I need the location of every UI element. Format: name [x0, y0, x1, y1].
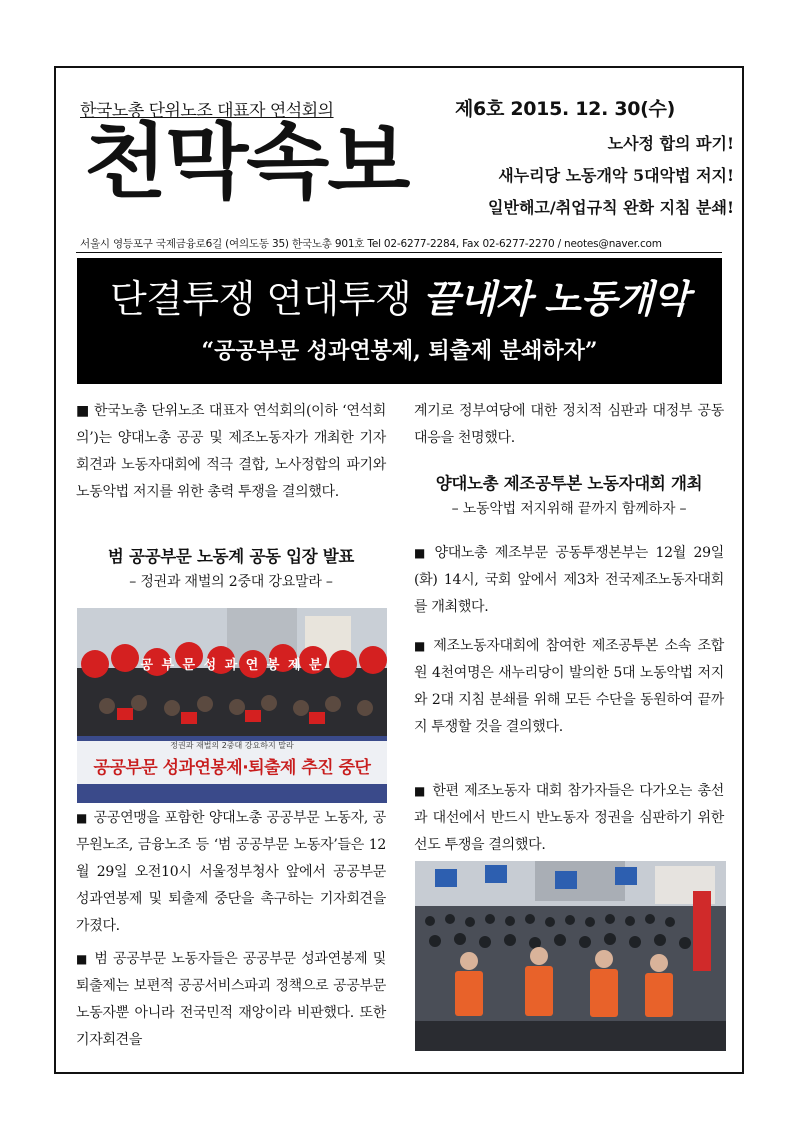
paragraph: ■ 제조노동자대회에 참여한 제조공투본 소속 조합원 4천여명은 새누리당이 발의한 5대 노동악법 저지와 2대 지침 분쇄를 위해 모든 수단을 동원하여 끝까지 투쟁할 것을 결의했다.	[414, 638, 724, 735]
banner-headline	[77, 268, 722, 323]
photo-banner-text: 공공부문 성과연봉제·퇴출제 추진 중단	[93, 758, 371, 778]
paragraph: ■ 한편 제조노동자 대회 참가자들은 다가오는 총선과 대선에서 반드시 반노동자 정권을 심판하기 위한 선도 투쟁을 결의했다.	[414, 783, 724, 853]
banner-subheadline: “공공부문 성과연봉제, 퇴출제 분쇄하자”	[201, 338, 598, 364]
section-subtitle: – 정권과 재벌의 2중대 강요말라 –	[129, 574, 333, 590]
section-subtitle: – 노동악법 저지위해 끝까지 함께하자 –	[451, 501, 687, 517]
slogan: 일반해고/취업규칙 완화 지침 분쇄!	[488, 198, 734, 217]
slogan: 노사정 합의 파기!	[607, 134, 734, 153]
photo-banner-caption: 정권과 재벌의 2중대 강요하지 말라	[170, 741, 294, 750]
workers-rally-photo	[415, 861, 726, 1051]
slogan: 새누리당 노동개악 5대악법 저지!	[498, 166, 734, 185]
org-name: 한국노총 단위노조 대표자 연석회의	[80, 101, 334, 121]
intro-paragraph: ■ 한국노총 단위노조 대표자 연석회의(이하 ‘연석회의’)는 양대노총 공공 및 제조노동자가 개최한 기자회견과 노동자대회에 적극 결합, 노사정합의 파기와 노동악법 저지를 위한 총력 투쟁을 결의했다.	[76, 403, 386, 500]
paragraph: ■ 공공연맹을 포함한 양대노총 공공부문 노동자, 공무원노조, 금융노조 등 ‘범 공공부문 노동자’들은 12월 29일 오전10시 서울정부청사 앞에서 공공부문 성과연봉제 및 퇴출제 중단을 촉구하는 기자회견을 가졌다.	[76, 810, 386, 934]
bullet-icon: ■	[76, 811, 88, 825]
section-title: 양대노총 제조공투본 노동자대회 개최	[435, 474, 703, 493]
divider	[76, 252, 722, 253]
paragraph: ■ 범 공공부문 노동자들은 공공부문 성과연봉제 및 퇴출제는 보편적 공공서비스파괴 정책으로 공공부문 노동자뿐 아니라 전국민적 재앙이라 비판했다. 또한 기자회견을	[76, 951, 386, 1048]
headline-emphasis: 끝내자 노동개악	[422, 277, 689, 321]
issue-info: 제6호 2015. 12. 30(수)	[455, 98, 675, 120]
paragraph: 계기로 정부여당에 대한 정치적 심판과 대정부 공동대응을 천명했다.	[414, 403, 724, 446]
masthead-title: 천막속보	[84, 115, 409, 210]
bullet-icon: ■	[414, 639, 428, 653]
headline-plain: 단결투쟁 연대투쟁	[109, 277, 423, 321]
headline-banner	[77, 258, 722, 384]
slogan-list	[452, 128, 734, 224]
bullet-icon: ■	[76, 952, 89, 966]
bullet-icon: ■	[414, 784, 427, 798]
section-title: 범 공공부문 노동계 공동 입장 발표	[107, 547, 355, 566]
contact-address: 서울시 영등포구 국제금융로6길 (여의도동 35) 한국노총 901호 Tel 02-6277-2284, Fax 02-6277-2270 / neotes@naver.com	[80, 238, 662, 250]
bullet-icon: ■	[414, 546, 429, 560]
paragraph: ■ 양대노총 제조부문 공동투쟁본부는 12월 29일(화) 14시, 국회 앞에서 제3차 전국제조노동자대회를 개최했다.	[414, 545, 724, 615]
photo-sign-text: 공 부 문 성 과 연 봉 제 분	[140, 658, 324, 673]
rally-photo	[77, 608, 387, 803]
